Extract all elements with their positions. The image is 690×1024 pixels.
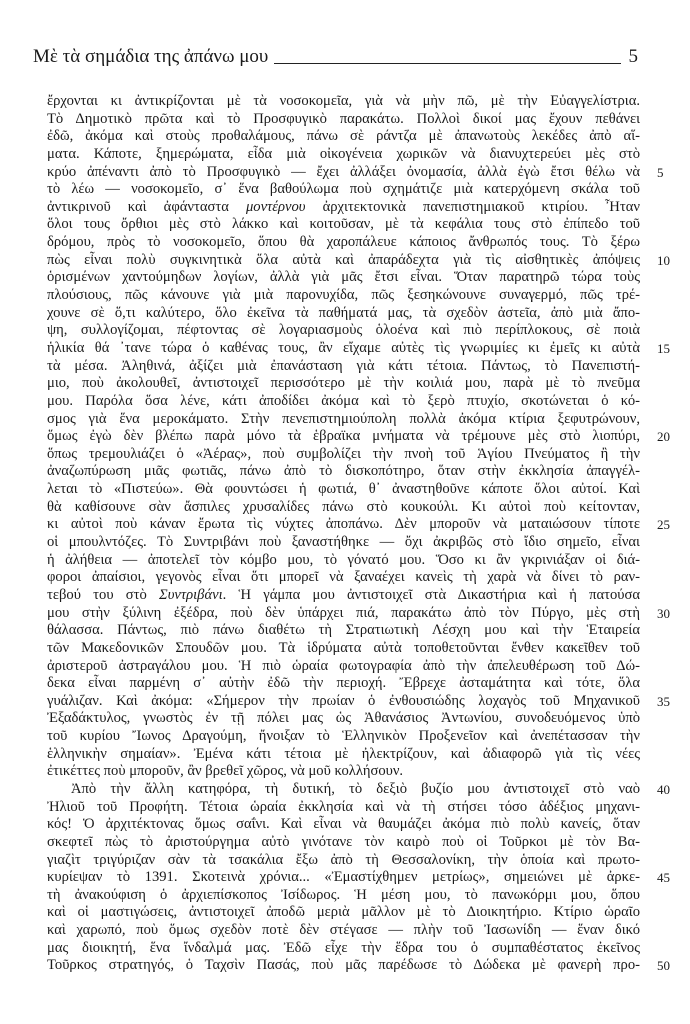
body-text [47, 93, 670, 975]
text-segment: οἱ μπουλντόζες. Τὸ Συντριβάνι ποὺ ξαναστήθηκε — ὄχι ἀκριβῶς στὸ ἴδιο σημεῖο, εἶναι [47, 534, 640, 551]
text-line [47, 463, 640, 481]
text-segment: κρύο ἀπέναντι ἀπὸ τὸ Προσφυγικὸ — ἔχει ἀλλάξει ὀνομασία, ἀλλὰ ἐγὼ ἔτσι θέλω νὰ [47, 163, 640, 180]
text-segment: μιο, ποὺ ἀκολουθεῖ, ἀντιστοιχεῖ περισσότερο μὲ τὴν κοιλιά μου, παρὰ μὲ τὸ πνεῦμα [47, 375, 640, 392]
text-segment: πλούσιους, πῶς κάνουνε γιὰ μιὰ παρονυχίδα, πῶς ξεσηκώνουνε συναγερμό, πῶς τρέ- [47, 287, 640, 304]
text-segment: ὅλοι τους ὄρθιοι μὲς στὸ λάκκο καὶ κοιτοῦσαν, μὲ τὰ κεφάλια τους στὸ ἐπίπεδο τοῦ [47, 216, 640, 233]
text-segment: κός! Ὁ ἀρχιτέκτονας ὅμως σαΐνι. Καὶ εἶναι νὰ θαυμάζει ἀκόμα πιὸ πολὺ κανείς, ὅταν [47, 816, 640, 833]
text-segment: καὶ χαρωπό, ποὺ ὅμως σχεδὸν ποτὲ δὲν στέγασε — πλὴν τοῦ Ἰασωνίδη — ἕναν δικό [47, 922, 640, 939]
text-line [47, 93, 640, 111]
text-segment: ὅπως τρεμουλιάζει ὁ «Ἀέρας», ποὺ συμβολίζει τὴν πνοὴ τοῦ Ἁγίου Πνεύματος ἢ τὴν [47, 445, 640, 462]
text-segment: καὶ οἱ μαστιγώσεις, ἀντιστοιχεῖ ἀποδῶ μεριὰ μᾶλλον μὲ τὸ Διοικητήριο. Κτίριο ὡραῖο [47, 904, 640, 921]
text-segment: τὴ ἀνακούφιση ὁ ἀρχιεπίσκοπος Ἰσίδωρος. Ἡ μέση μου, τὸ πανωκόρμι μου, ὅπου [47, 886, 640, 903]
text-segment: τὰ μέσα. Ἀληθινά, ἀξίζει μιὰ ἐπανάσταση γιὰ κάτι τέτοια. Πάντως, τὸ Πανεπιστή- [47, 357, 640, 374]
text-line [47, 393, 640, 411]
text-segment: ἀναζωπύρωση μιᾶς φωτιᾶς, πάνω ἀπὸ τὸ δισκοπότηρο, ὅταν στὴν ἐκκλησία ἀπαγγέλ- [47, 463, 640, 480]
text-segment: θάλασσα. Πάντως, πιὸ πάνω διαθέτω τὴ Στρατιωτικὴ Λέσχη μου καὶ τὴν Ἑταιρεία [47, 622, 640, 639]
text-line [47, 816, 640, 834]
text-line [47, 869, 670, 887]
text-line [47, 111, 640, 129]
text-segment: ματα. Κάποτε, ξημερώματα, εἶδα μιὰ οἰκογένεια χωρικῶν νὰ διανυχτερεύει μὲς στὸ [47, 145, 640, 162]
text-segment: γυάλιζαν. Καὶ ἀκόμα: «Σήμερον τὴν πρωίαν ὁ ἐνθουσιώδης λοχαγὸς τοῦ Μηχανικοῦ [47, 692, 640, 709]
text-segment: τοῦ κυρίου Ἴωνος Δραγούμη, ἤνοιξαν τὸ Ἑλληνικὸν Προξενεῖον καὶ ἀνεπέτασσαν τὴν [47, 728, 640, 745]
text-segment: ἀρχιτεκτονικὰ πανεπιστημιακοῦ κτιρίου. Ἦταν [305, 198, 640, 215]
text-segment: γιαζὶτ τριγύριζαν σὰν τὰ τσακάλια ἔξω ἀπὸ τὴ Θεσσαλονίκη, τὴν ὁποία καὶ πρωτο- [47, 851, 640, 868]
text-segment: Ἐξαδάκτυλος, γνωστὸς ἐν τῇ πόλει μας ὡς Ἀθανάσιος Ἀντωνίου, συνοδευόμενος ὑπὸ [47, 710, 640, 727]
text-segment: Τὸ Δημοτικὸ πρῶτα καὶ τὸ Προσφυγικὸ παρακάτω. Πολλοὶ δικοί μας ἔχουν πεθάνει [47, 110, 640, 127]
text-segment: ἐτικέττες ποὺ μποροῦν, ἂν βρεθεῖ χῶρος, νὰ μοῦ κολλήσουν. [47, 763, 404, 780]
text-line [47, 957, 670, 975]
text-segment: φοροι ἀπαίσιοι, γεγονὸς εἶναι ὅτι μπορεῖ νὰ ξαναέχει κανεὶς τὴ χαρὰ νὰ δίνει τὸ ραν- [47, 569, 640, 586]
text-line [47, 358, 640, 376]
text-segment: ἡλικία θά ᾽τανε τώρα ὁ καθένας τους, ἂν εἴχαμε αὐτὲς τὶς γνωριμίες κι ἐμεῖς κι αὐτὰ [47, 339, 640, 356]
text-segment: κι αὐτοὶ ποὺ κάναν ἔρωτα τὶς νύχτες ἀποπάνω. Δὲν μποροῦν νὰ ματαιώσουν τίποτε [47, 516, 640, 533]
text-line [47, 146, 640, 164]
text-segment: Ἠλιοῦ τοῦ Προφήτη. Τέτοια ὡραία ἐκκλησία καὶ νὰ τὴ στήσει τόσο ἀδέξιος μηχανι- [47, 798, 640, 815]
text-segment: κυρίεψαν τὸ 1391. Σκοτεινὰ χρόνια... «Ἐμαστίχθημεν μετρίως», σημειώνει μὲ ἀρκε- [47, 869, 640, 886]
text-segment: χουνε σὲ ὅ,τι καλύτερο, ὅλο ἐκεῖνα τὰ παθήματά μας, τὰ σχεδὸν ἀστεῖα, ἀπὸ μιὰ ἄπο- [47, 304, 640, 321]
running-title: Μὲ τὰ σημάδια της ἀπάνω μου [33, 46, 269, 67]
line-number: 30 [657, 605, 670, 621]
text-line [47, 710, 640, 728]
text-line [47, 569, 640, 587]
line-number: 45 [657, 870, 670, 886]
text-line [47, 587, 640, 605]
text-segment: ἀντικρινοῦ καὶ ἀφάνταστα [47, 198, 246, 215]
text-line [47, 887, 640, 905]
text-segment: Ἀπὸ τὴν ἄλλη κατηφόρα, τὴ δυτική, τὸ δεξιὸ βυζίο μου ἀντιστοιχεῖ στὸ ναὸ [71, 780, 640, 797]
text-line [47, 622, 640, 640]
text-segment: τεβού του στὸ [47, 586, 160, 603]
text-line [47, 552, 640, 570]
line-number: 40 [657, 781, 670, 797]
text-line [47, 269, 640, 287]
text-line [47, 181, 640, 199]
line-number: 5 [657, 164, 664, 180]
text-line [47, 852, 640, 870]
text-line [47, 675, 640, 693]
italic-text: μοντέρνου [245, 198, 306, 215]
line-number: 35 [657, 693, 670, 709]
text-segment: θὰ καθίσουνε σὰν ἄσπιλες χρυσαλίδες πάνω στὸ κουκούλι. Κι αὐτοὶ ποὺ κείτονταν, [47, 498, 640, 515]
text-line [47, 746, 640, 764]
text-segment: ἀριστεροῦ ἀστραγάλου μου. Ἡ πιὸ ὡραία φωτογραφία ἀπὸ τὴν ἀπελευθέρωση τοῦ Δώ- [47, 657, 640, 674]
text-line [47, 658, 640, 676]
page-number: 5 [628, 46, 638, 67]
line-number: 20 [657, 429, 670, 445]
text-segment: ὁρισμένων χαντούμηδων λογίων, ἀλλὰ γιὰ μᾶς ἔτσι εἶναι. Ὅταν παρατηρῶ τώρα τοὺς [47, 269, 640, 286]
text-line [47, 940, 640, 958]
text-line [47, 534, 640, 552]
text-line [47, 763, 640, 781]
text-line [47, 163, 664, 182]
text-segment: δρόμου, πρὸς τὸ νοσοκομεῖο, ὅπου θὰ χαροπάλευε κάποιος ἄνθρωπός τους. Τὸ ξέρω [47, 234, 640, 251]
text-line [47, 199, 640, 217]
text-segment: μου στὴν ξύλινη ἐξέδρα, ποὺ δὲν ὑπάρχει πιά, παρακάτω ἀπὸ τὸν Πύργο, μὲς στὴ [47, 604, 640, 621]
text-line [47, 728, 640, 746]
text-segment: ἔρχονται κι ἀντικρίζονται μὲ τὰ νοσοκομεῖα, γιὰ νὰ μὴν πῶ, μὲ τὴν Εὐαγγελίστρια. [47, 93, 640, 109]
text-segment: ἐδῶ, ἀκόμα καὶ στοὺς προθαλάμους, πάνω σὲ ράντζα μὲ ἀπανωτοὺς λεκέδες ἀπὸ αἵ- [47, 128, 640, 145]
text-line [47, 375, 640, 393]
text-segment: ἑλληνικὴν σημαίαν». Ἐμένα κάτι τέτοια μὲ ἠλεκτρίζουν, καὶ ἀδιαφορῶ γιὰ τὶς νέες [47, 745, 640, 762]
text-segment: τῶν Μακεδονικῶν Σπουδῶν μου. Τὰ ἱδρύματα αὐτὰ τοποθετοῦνται ἔνθεν κακεῖθεν τοῦ [47, 639, 640, 656]
text-segment: Τοῦρκος στρατηγός, ὁ Ταχσὶν Πασάς, ποὺ μᾶς παρέδωσε τὸ Δώδεκα μὲ φανερὴ προ- [47, 957, 640, 974]
text-segment: σκεφτεῖ πὼς τὸ ἀριστούργημα αὐτὸ γινότανε τὸν καιρὸ ποὺ οἱ Τοῦρκοι μὲ τὸν Βα- [47, 833, 640, 850]
text-line [47, 428, 670, 446]
text-line [47, 322, 640, 340]
header-rule [274, 63, 620, 64]
text-line [47, 251, 670, 270]
text-segment: τὸ λέω — νοσοκομεῖο, σ᾽ ἕνα βαθούλωμα ποὺ σχημάτιζε μιὰ κατερχόμενη σκάλα τοῦ [47, 181, 640, 198]
text-line [47, 481, 640, 499]
text-line [47, 216, 640, 234]
text-segment: μου. Παρόλα ὅσα λένε, κάτι ἀποδίδει ἀκόμα καὶ τὸ ξερὸ πτυχίο, σκοτώνεται ὁ κό- [47, 392, 640, 409]
text-line [47, 499, 640, 517]
text-line [47, 234, 640, 252]
line-number: 10 [657, 252, 670, 268]
text-segment: λεται τὸ «Πιστεύω». Θὰ φουντώσει ἡ φωτιά, θ᾽ ἀναστηθοῦνε κάποτε ὅλοι αὐτοί. Καὶ [47, 481, 640, 498]
text-segment: ψη, συλλογίζομαι, πέφτοντας σὲ λογαριασμοὺς ὁλοένα καὶ πιὸ περίπλοκους, σὲ ποιὰ [47, 322, 640, 339]
text-line [47, 516, 670, 534]
text-line [47, 834, 640, 852]
italic-text: Συντριβάνι [159, 586, 223, 603]
text-segment: μας διοικητή, ἕνα ἴνδαλμά μας. Ἐδῶ εἶχε τὴν ἕδρα του ὁ συμπαθέστατος ἐκεῖνος [47, 939, 640, 956]
text-line [47, 904, 640, 922]
line-number: 25 [657, 517, 670, 533]
text-line [47, 922, 640, 940]
text-line [47, 692, 670, 711]
text-segment: ἡ ἀλήθεια — ἀποτελεῖ τὸν κόμβο μου, τὸ γόνατό μου. Ὅσο κι ἂν γκρινιάξαν οἱ διά- [47, 551, 640, 568]
text-segment: ὅμως ἐγὼ δὲν βλέπω παρὰ μόνο τὰ ἑβραϊκα μνήματα νὰ τρέμουνε μὲς στὸ λιοπύρι, [47, 428, 640, 445]
text-line [47, 640, 640, 658]
text-line [47, 305, 640, 323]
text-line [47, 780, 670, 799]
text-line [47, 287, 640, 305]
text-line [47, 604, 670, 623]
text-segment: πὼς εἶναι πολὺ συγκινητικὰ ὅλα αὐτὰ καὶ ἀπαράδεχτα γιὰ τὶς αἰσθητικὲς ἀπόψεις [47, 251, 640, 268]
running-header [33, 42, 638, 68]
text-segment: δεκα εἶναι παρμένη σ᾽ αὐτὴν ἐδῶ τὴν περιοχή. Ἔβρεχε ἀσταμάτητα καὶ τότε, ὅλα [47, 675, 640, 692]
text-line [47, 411, 640, 429]
text-line [47, 446, 640, 464]
text-segment: . Ἡ γάμπα μου ἀντιστοιχεῖ στὰ Δικαστήρια καὶ ἡ πατούσα [222, 586, 640, 603]
text-segment: σμος γιὰ ἕνα μεροκάματο. Στὴν πενεπιστημιούπολη πολλὰ ἀκόμα κτίρια ξεφυτρώνουν, [47, 410, 640, 427]
text-line [47, 339, 670, 358]
line-number: 15 [657, 340, 670, 356]
text-line [47, 799, 640, 817]
text-line [47, 128, 640, 146]
line-number: 50 [657, 958, 670, 974]
